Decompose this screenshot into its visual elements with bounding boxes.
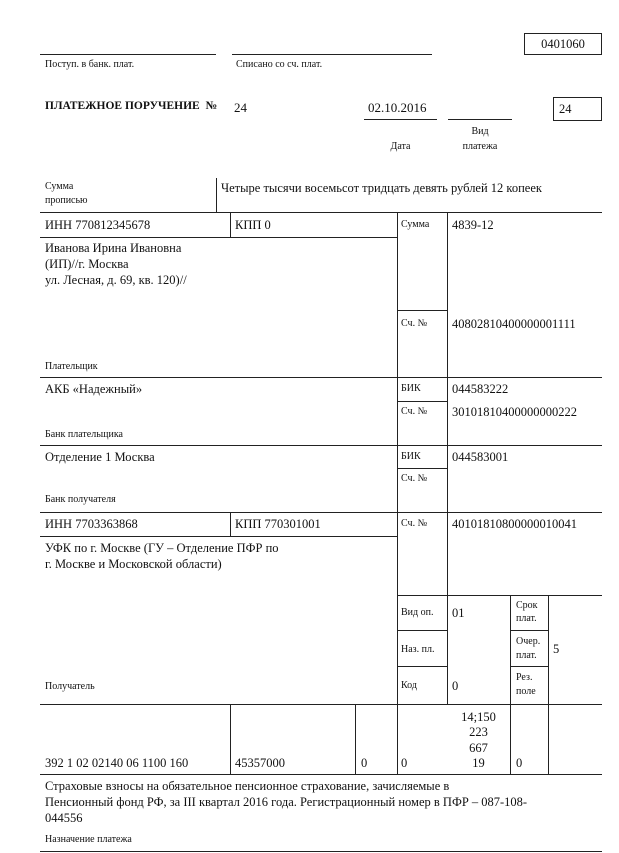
grid-line xyxy=(397,212,398,704)
payment-sum: 4839-12 xyxy=(452,218,494,232)
form-code: 0401060 xyxy=(541,37,585,51)
purpose-line3: 044556 xyxy=(45,811,83,825)
recipient-bank-bik-label: БИК xyxy=(401,451,421,462)
op-type-label: Вид оп. xyxy=(401,607,434,618)
payment-type-line xyxy=(448,119,512,120)
recipient-kpp: КПП 770301001 xyxy=(235,517,321,531)
payer-name-line2: (ИП)//г. Москва xyxy=(45,257,129,271)
recipient-account: 40101810800000010041 xyxy=(452,517,577,531)
form-code-box xyxy=(524,33,602,55)
order-label-1: Очер. xyxy=(516,636,541,647)
grid-line xyxy=(230,704,231,774)
grid-line xyxy=(230,212,231,237)
grid-line xyxy=(216,178,217,212)
debited-label: Списано со сч. плат. xyxy=(236,59,323,70)
grid-line xyxy=(397,468,447,469)
amount-words-label-1: Сумма xyxy=(45,181,74,192)
recipient-bank-label: Банк получателя xyxy=(45,494,116,505)
payment-type-label-2: платежа xyxy=(462,141,498,152)
recipient-name-line2: г. Москве и Московской области) xyxy=(45,557,222,571)
grid-line xyxy=(397,630,447,631)
recipient-bank-name: Отделение 1 Москва xyxy=(45,450,155,464)
basis: 0 xyxy=(361,756,368,770)
received-label: Поступ. в банк. плат. xyxy=(45,59,135,70)
recipient-bank-bik: 044583001 xyxy=(452,450,509,464)
payer-bank-account-label: Сч. № xyxy=(401,406,428,417)
payment-date: 02.10.2016 xyxy=(368,100,427,115)
amount-in-words: Четыре тысячи восемьсот тридцать девять рублей 12 копеек xyxy=(221,181,542,195)
recipient-account-label: Сч. № xyxy=(401,518,428,529)
grid-line xyxy=(230,512,231,536)
grid-line xyxy=(40,212,602,213)
sum-label: Сумма xyxy=(401,219,430,230)
payer-kpp: КПП 0 xyxy=(235,218,271,232)
doc-number-line2: 223 xyxy=(469,725,488,739)
payment-type-label-1: Вид xyxy=(471,126,489,137)
payer-inn: ИНН 770812345678 xyxy=(45,218,151,232)
doc-number-line1: 14;150 xyxy=(461,710,496,724)
date-label: Дата xyxy=(390,141,411,152)
doc-number-line3: 667 xyxy=(469,741,488,755)
grid-line xyxy=(548,595,549,774)
code-label: Код xyxy=(401,680,417,691)
grid-line xyxy=(40,851,602,852)
document-title: ПЛАТЕЖНОЕ ПОРУЧЕНИЕ № xyxy=(45,100,218,112)
order-number: 24 xyxy=(234,100,247,115)
order-label-2: плат. xyxy=(516,650,537,661)
grid-line xyxy=(397,310,447,311)
grid-line xyxy=(510,666,548,667)
grid-line xyxy=(40,774,602,775)
payer-account-label: Сч. № xyxy=(401,318,428,329)
grid-line xyxy=(447,212,448,704)
amount-words-label-2: прописью xyxy=(45,195,88,206)
grid-line xyxy=(40,377,602,378)
recipient-inn: ИНН 7703363868 xyxy=(45,517,138,531)
payer-label: Плательщик xyxy=(45,361,98,372)
purpose-line2: Пенсионный фонд РФ, за III квартал 2016 года. Регистрационный номер в ПФР – 087-108- xyxy=(45,795,528,809)
reserve-label-1: Рез. xyxy=(516,672,533,683)
grid-line xyxy=(397,704,398,774)
date-line xyxy=(364,119,437,120)
grid-line xyxy=(510,595,511,774)
payer-name-line3: ул. Лесная, д. 69, кв. 120)// xyxy=(45,273,187,287)
payer-status: 24 xyxy=(559,102,572,116)
grid-line xyxy=(397,401,447,402)
purpose-line1: Страховые взносы на обязательное пенсионное страхование, зачисляемые в xyxy=(45,779,450,793)
purpose-label: Назначение платежа xyxy=(45,834,132,845)
payer-bank-bik: 044583222 xyxy=(452,382,509,396)
payer-account: 40802810400000001111 xyxy=(452,317,576,331)
recipient-bank-account-label: Сч. № xyxy=(401,473,428,484)
tax-period: 0 xyxy=(401,756,408,770)
grid-line xyxy=(397,595,602,596)
payer-bank-label: Банк плательщика xyxy=(45,429,123,440)
purpose-code-label: Наз. пл. xyxy=(401,644,435,655)
grid-line xyxy=(40,536,397,537)
due-label-1: Срок xyxy=(516,600,538,611)
oktmo: 45357000 xyxy=(235,756,285,770)
payer-name-line1: Иванова Ирина Ивановна xyxy=(45,241,182,255)
grid-line xyxy=(397,666,447,667)
debited-line xyxy=(232,54,432,55)
due-label-2: плат. xyxy=(516,613,537,624)
payer-bank-bik-label: БИК xyxy=(401,383,421,394)
grid-line xyxy=(355,704,356,774)
kbk: 392 1 02 02140 06 1100 160 xyxy=(45,756,189,770)
recipient-label: Получатель xyxy=(45,681,95,692)
grid-line xyxy=(40,704,602,705)
op-type: 01 xyxy=(452,606,465,620)
doc-date: 0 xyxy=(516,756,523,770)
payer-bank-account: 30101810400000000222 xyxy=(452,405,577,419)
grid-line xyxy=(40,512,602,513)
grid-line xyxy=(40,445,602,446)
reserve-label-2: поле xyxy=(516,686,536,697)
recipient-name-line1: УФК по г. Москве (ГУ – Отделение ПФР по xyxy=(45,541,279,555)
grid-line xyxy=(40,237,397,238)
payer-bank-name: АКБ «Надежный» xyxy=(45,382,143,396)
payment-code: 0 xyxy=(452,679,459,693)
doc-number-line4: 19 xyxy=(472,756,485,770)
payment-order: 5 xyxy=(553,642,560,656)
status-box xyxy=(553,97,602,121)
received-line xyxy=(40,54,216,55)
grid-line xyxy=(510,630,548,631)
